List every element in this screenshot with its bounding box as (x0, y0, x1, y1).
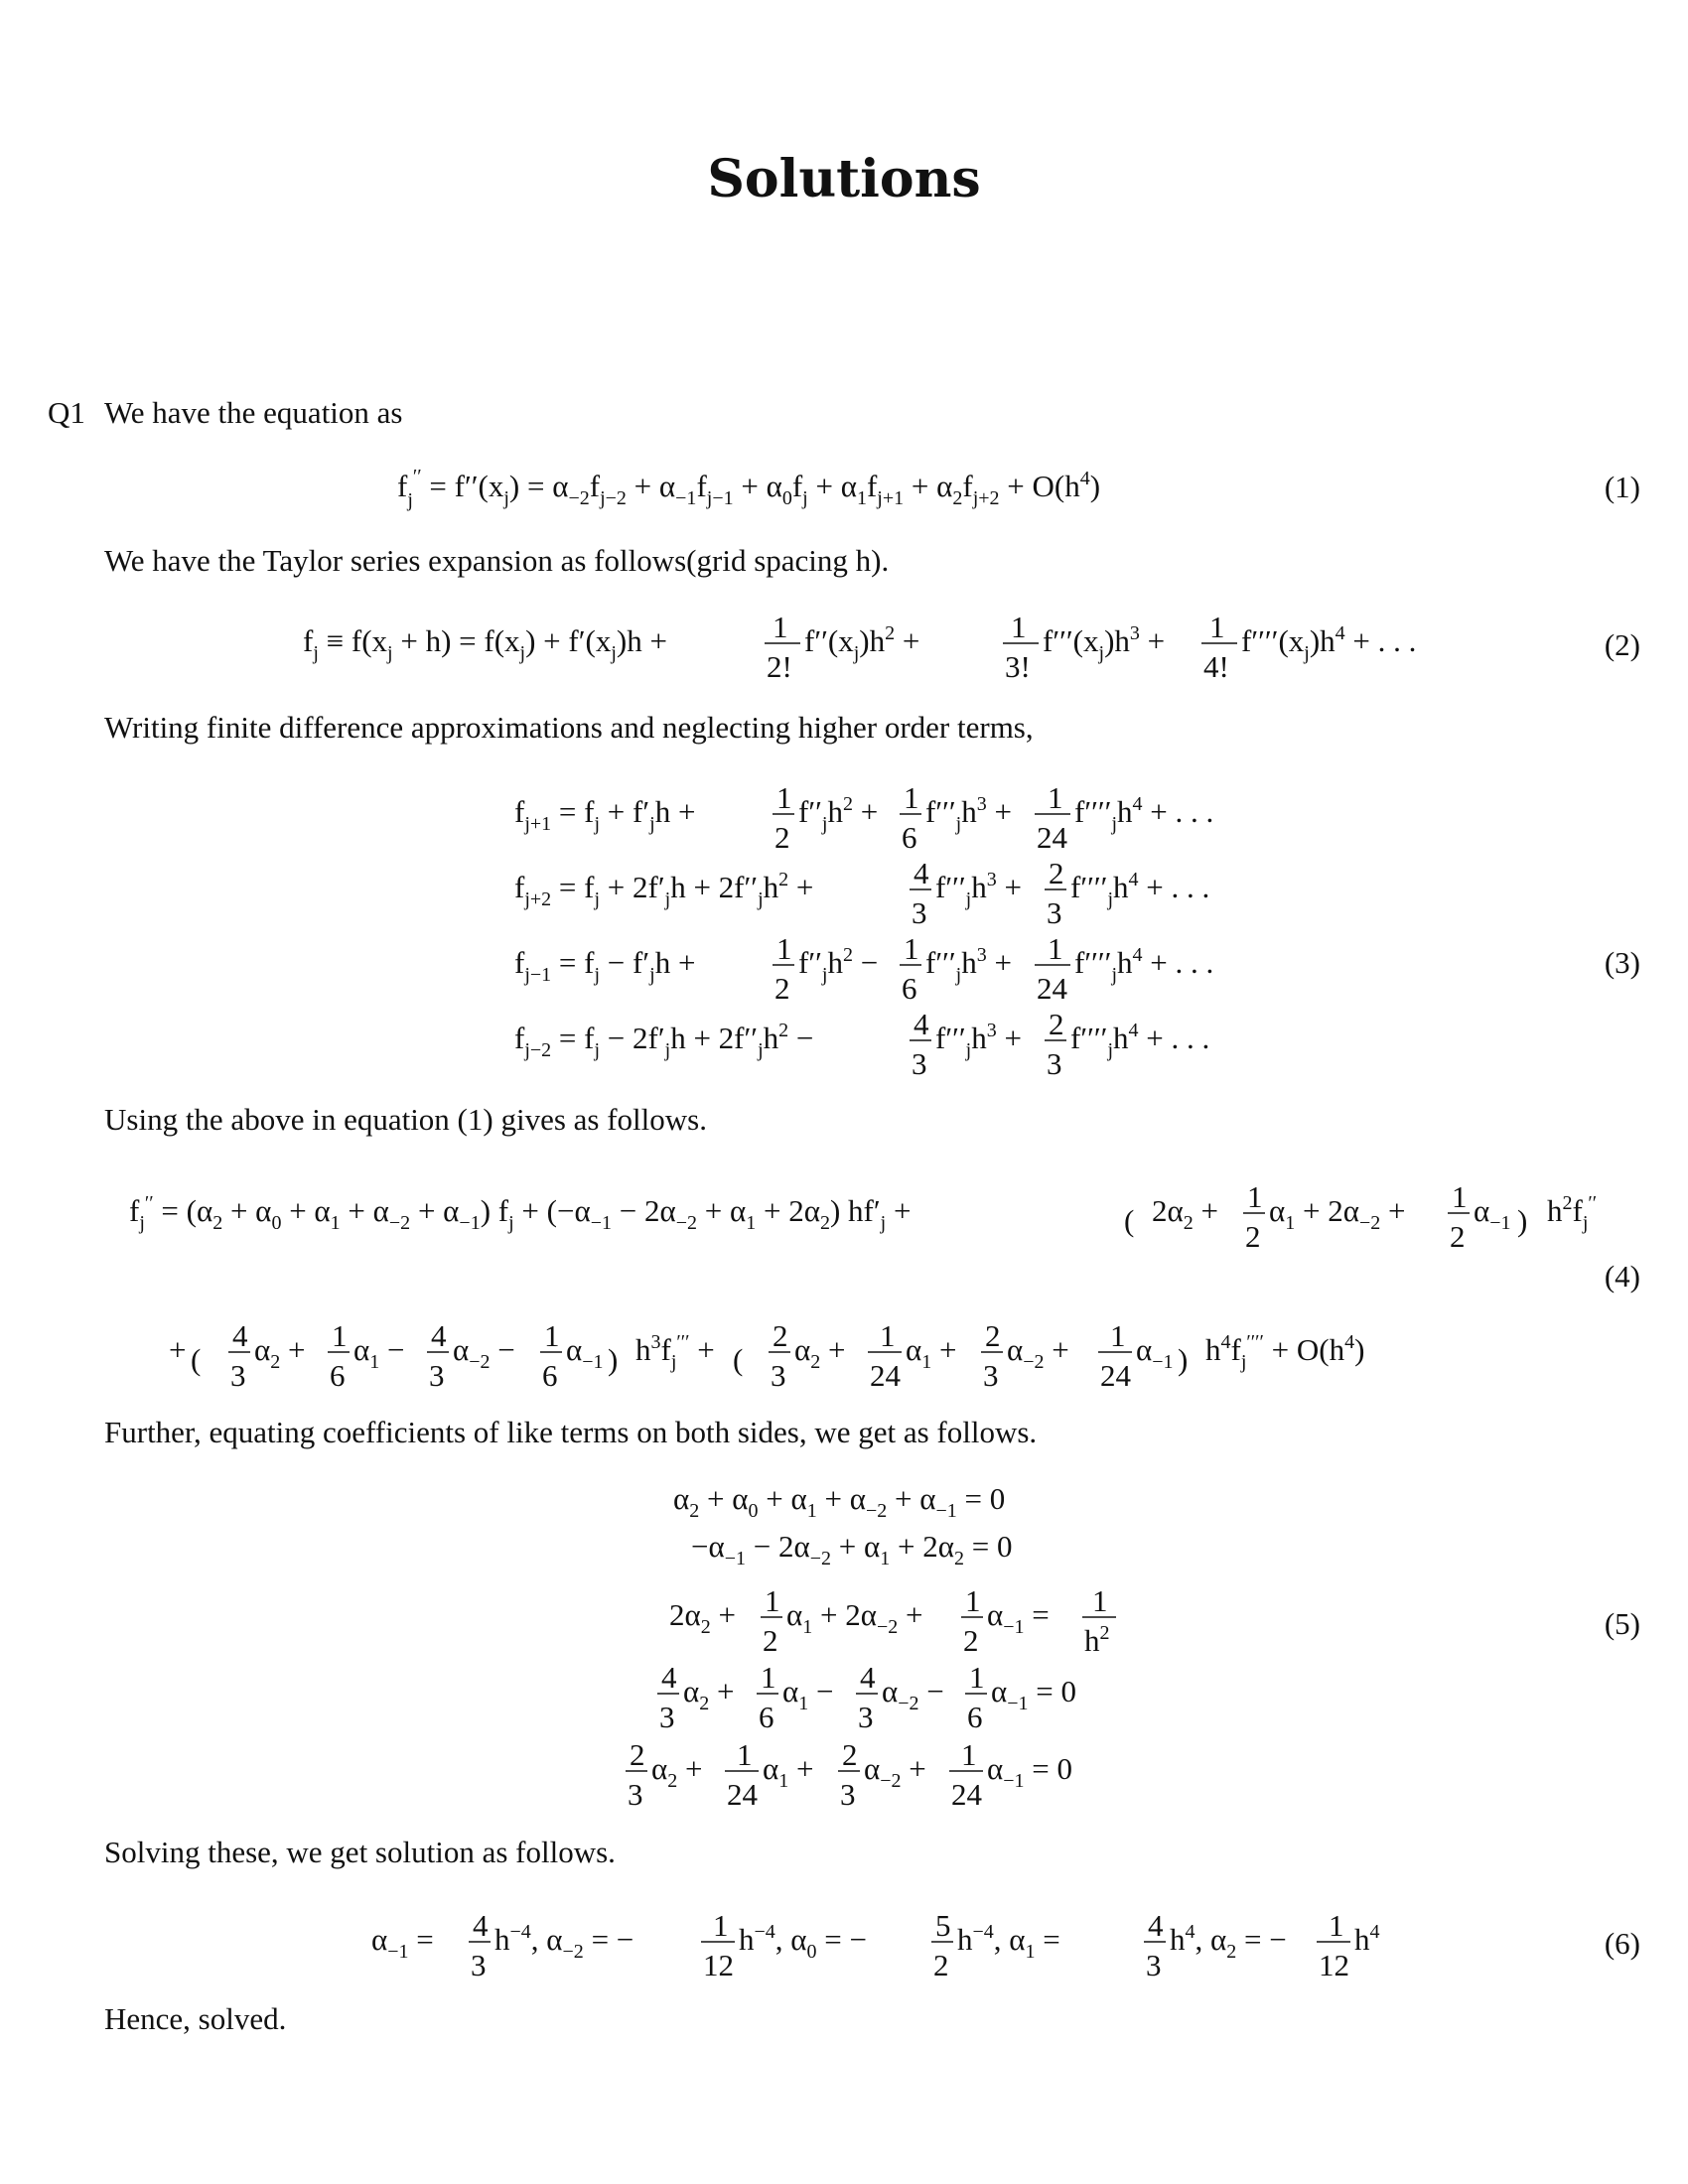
svg-text:2: 2 (763, 1623, 778, 1658)
svg-text:fj+2 = fj + 2f′jh + 2f′′jh2 +: $f_{j+2} = f_j + 2f'_jh + 2f''_jh^2$ + (514, 869, 814, 910)
svg-text:1: 1 (904, 780, 919, 815)
svg-text:): ) (608, 1342, 619, 1377)
svg-text:α2 +: $\alpha_2$ + (651, 1751, 703, 1792)
svg-text:2: 2 (842, 1737, 858, 1772)
svg-text:h2: $h^2$ (1084, 1622, 1110, 1658)
equation-6 (0, 1896, 1688, 1985)
equation-2 (0, 596, 1688, 685)
svg-text:2α2 +: $2\alpha_2$ + (669, 1597, 736, 1638)
intro-text: We have the equation as (104, 395, 403, 430)
svg-text:h2fj′′: $h^2f_j''$ (1547, 1192, 1598, 1234)
svg-text:α1 + 2α−2 +: $\alpha_1 + 2\alpha_{-2}$ + (786, 1597, 923, 1638)
svg-text:α−1: $\alpha_{-1}$ (566, 1332, 604, 1373)
svg-text:1: 1 (544, 1318, 560, 1353)
svg-text:f′′′′jh4 + . . .: $f''''_jh^4$ + . . . (1070, 869, 1210, 910)
svg-text:f′′jh2 +: $f''_jh^2$ + (798, 793, 879, 835)
svg-text:α−1 = 0: $\alpha_{-1} = 0$ (991, 1674, 1077, 1714)
svg-text:α−2 +: $\alpha_{-2}$ + (1007, 1332, 1069, 1373)
svg-text:fj−1 = fj − f′jh +: $f_{j-1} = f_j - f'_jh$ + (514, 945, 696, 986)
svg-text:1: 1 (1329, 1908, 1344, 1943)
using-intro-text: Using the above in equation (1) gives as follows. (104, 1102, 707, 1137)
svg-text:α−1 =: $\alpha_{-1}$ = (987, 1597, 1050, 1638)
svg-text:(: ( (733, 1342, 744, 1377)
svg-text:fj′′ = f′′(xj) = α−2fj−2 + α−1: $f_j'' = f''(x_j) = \alpha_{-2}f_{j-2} + \alpha_{-1}f_{j-1} + \alpha_0f_j + \alpha_1f_{j+1} + \alpha_2f_{j+2} + O(h^4)$ (397, 466, 1101, 511)
svg-text:4: 4 (473, 1908, 489, 1943)
svg-text:fj′′ = (α2 + α0 + α1 + α−2 + α: $f_j'' = (\alpha_2 + \alpha_0 + \alpha_1 + \alpha_{-2} + \alpha_{-1}) f_j + (-\alpha_{-1} - 2\alpha_{-2} + \alpha_1 + 2\alpha_2) hf'_j$ + (129, 1192, 912, 1234)
svg-text:3: 3 (983, 1358, 999, 1393)
equating-intro-text: Further, equating coefficients of like terms on both sides, we get as follows. (104, 1415, 1038, 1449)
svg-text:f′′jh2 −: $f''_jh^2$ − (798, 944, 879, 986)
equation-5-row-5 (626, 1737, 1072, 1812)
svg-text:3: 3 (429, 1358, 445, 1393)
svg-text:3: 3 (471, 1948, 487, 1982)
svg-text:α−2 −: $\alpha_{-2}$ − (882, 1674, 944, 1714)
svg-text:α1 + 2α−2 +: $\alpha_1 + 2\alpha_{-2}$ + (1269, 1193, 1406, 1234)
equation-5-row-3 (669, 1583, 1116, 1658)
svg-text:1: 1 (961, 1737, 977, 1772)
svg-text:α2 + α0 + α1 + α−2 + α−1 = 0: $\alpha_2 + \alpha_0 + \alpha_1 + \alpha_{-2} + \alpha_{-1} = 0$ (673, 1481, 1006, 1522)
svg-text:3: 3 (230, 1358, 246, 1393)
svg-text:2: 2 (985, 1318, 1001, 1353)
svg-text:f′′′′jh4 + . . .: $f''''_jh^4$ + . . . (1074, 944, 1214, 986)
svg-text:(: ( (1124, 1203, 1135, 1238)
svg-text:6: 6 (542, 1358, 558, 1393)
svg-text:f′′′jh3 +: $f'''_jh^3$ + (925, 944, 1012, 986)
svg-text:1: 1 (1110, 1318, 1126, 1353)
svg-text:fj−2 = fj − 2f′jh + 2f′′jh2 −: $f_{j-2} = f_j - 2f'_jh + 2f''_jh^2$ − (514, 1020, 814, 1061)
svg-text:(: ( (191, 1342, 202, 1377)
taylor-intro-text: We have the Taylor series expansion as follows(grid spacing h). (104, 543, 890, 578)
svg-text:2: 2 (774, 971, 790, 1006)
svg-text:4: 4 (914, 1007, 929, 1041)
svg-text:α−1 = 0: $\alpha_{-1} = 0$ (987, 1751, 1073, 1792)
svg-text:α−2 +: $\alpha_{-2}$ + (864, 1751, 926, 1792)
svg-text:f′′(xj)h2 +: $f''(x_j)h^2$ + (804, 622, 920, 664)
question-label: Q1 (48, 395, 85, 430)
svg-text:3: 3 (858, 1700, 874, 1734)
equation-4 (0, 1161, 1688, 1410)
svg-text:5: 5 (935, 1908, 951, 1943)
equation-3-row-1 (514, 780, 1213, 855)
equation-5 (0, 1469, 1688, 1827)
svg-text:−α−1 − 2α−2 + α1 + 2α2 = 0: $-\alpha_{-1} - 2\alpha_{-2} + \alpha_1 + 2\alpha_2 = 0$ (691, 1529, 1013, 1570)
svg-text:1: 1 (1011, 610, 1027, 644)
svg-text:2α2 +: $2\alpha_2$ + (1152, 1193, 1218, 1234)
svg-text:6: 6 (330, 1358, 346, 1393)
svg-text:24: 24 (870, 1358, 901, 1393)
equation-number-3: (3) (1604, 945, 1640, 980)
equation-4-line-2 (169, 1318, 1364, 1393)
equation-number-1: (1) (1604, 470, 1640, 504)
svg-text:h4: $h^4$ (1354, 1921, 1380, 1957)
equation-5-row-1 (673, 1481, 1005, 1522)
svg-text:fj ≡ f(xj + h) = f(xj) + f′(xj: $f_j \equiv f(x_j + h) = f(x_j) + f'(x_j)h$ + (303, 623, 667, 664)
equation-3-row-3 (514, 931, 1213, 1006)
svg-text:2: 2 (630, 1737, 645, 1772)
svg-text:12: 12 (703, 1948, 734, 1982)
svg-text:24: 24 (1037, 971, 1067, 1006)
equation-3 (0, 764, 1688, 1081)
svg-text:24: 24 (951, 1777, 982, 1812)
svg-text:2: 2 (1245, 1219, 1261, 1254)
svg-text:3: 3 (840, 1777, 856, 1812)
svg-text:f′′′′(xj)h4 + . . .: $f''''(x_j)h^4$ + . . . (1241, 622, 1417, 664)
solving-intro-text: Solving these, we get solution as follows. (104, 1835, 616, 1869)
svg-text:1: 1 (737, 1737, 753, 1772)
svg-text:2: 2 (774, 820, 790, 855)
equation-5-row-4 (657, 1660, 1076, 1734)
svg-text:1: 1 (1048, 931, 1063, 966)
svg-text:f′′′jh3 +: $f'''_jh^3$ + (935, 1020, 1022, 1061)
svg-text:h3fj′′′ +: $h^3f_j'''$ + (635, 1331, 715, 1373)
svg-text:1: 1 (1209, 610, 1225, 644)
svg-text:α2 +: $\alpha_2$ + (254, 1332, 306, 1373)
svg-text:h−4, α0 = −: $h^{-4}$, $\alpha_0$ = − (739, 1921, 867, 1963)
svg-text:α1 −: $\alpha_1$ − (353, 1332, 405, 1373)
equation-5-row-2 (691, 1529, 1012, 1570)
svg-text:2: 2 (933, 1948, 949, 1982)
equation-3-row-4 (514, 1007, 1209, 1081)
svg-text:24: 24 (1100, 1358, 1131, 1393)
svg-text:2: 2 (1450, 1219, 1466, 1254)
svg-text:3: 3 (771, 1358, 786, 1393)
svg-text:4: 4 (1148, 1908, 1164, 1943)
svg-text:1: 1 (713, 1908, 729, 1943)
equation-number-6: (6) (1604, 1926, 1640, 1961)
svg-text:24: 24 (727, 1777, 758, 1812)
svg-text:1: 1 (1452, 1179, 1468, 1214)
svg-text:1: 1 (965, 1583, 981, 1618)
svg-text:3: 3 (1146, 1948, 1162, 1982)
svg-text:): ) (1178, 1342, 1189, 1377)
equation-4-line-1 (129, 1179, 1597, 1254)
svg-text:fj+1 = fj + f′jh +: $f_{j+1} = f_j + f'_jh$ + (514, 794, 696, 835)
svg-text:2!: 2! (767, 649, 792, 684)
svg-text:1: 1 (765, 1583, 780, 1618)
svg-text:12: 12 (1319, 1948, 1349, 1982)
equation-1 (0, 457, 1688, 516)
svg-text:4: 4 (860, 1660, 876, 1695)
svg-text:f′′′(xj)h3 +: $f'''(x_j)h^3$ + (1043, 622, 1166, 664)
svg-text:α2 +: $\alpha_2$ + (683, 1674, 735, 1714)
svg-text:1: 1 (969, 1660, 985, 1695)
svg-text:1: 1 (776, 931, 792, 966)
svg-text:f′′′′jh4 + . . .: $f''''_jh^4$ + . . . (1074, 793, 1214, 835)
svg-text:1: 1 (776, 780, 792, 815)
svg-text:3: 3 (1047, 895, 1062, 930)
svg-text:3: 3 (1047, 1046, 1062, 1081)
svg-text:4: 4 (431, 1318, 447, 1353)
svg-text:h4, α2 = −: $h^4$, $\alpha_2$ = − (1170, 1921, 1287, 1963)
svg-text:f′′′jh3 +: $f'''_jh^3$ + (925, 793, 1012, 835)
svg-text:1: 1 (761, 1660, 776, 1695)
svg-text:α−1 =: $\alpha_{-1}$ = (371, 1922, 434, 1963)
svg-text:2: 2 (963, 1623, 979, 1658)
svg-text:3: 3 (912, 895, 927, 930)
svg-text:2: 2 (1049, 856, 1064, 890)
equation-number-2: (2) (1604, 627, 1640, 662)
svg-text:α−1: $\alpha_{-1}$ (1136, 1332, 1174, 1373)
svg-text:1: 1 (1092, 1583, 1108, 1618)
svg-text:6: 6 (902, 971, 917, 1006)
conclusion-text: Hence, solved. (104, 2001, 287, 2036)
svg-text:2: 2 (1049, 1007, 1064, 1041)
svg-text:3!: 3! (1005, 649, 1031, 684)
svg-text:f′′′jh3 +: $f'''_jh^3$ + (935, 869, 1022, 910)
equation-3-row-2 (514, 856, 1209, 930)
svg-text:α2 +: $\alpha_2$ + (794, 1332, 846, 1373)
svg-text:+: + (169, 1332, 187, 1367)
svg-text:4: 4 (661, 1660, 677, 1695)
equation-number-5: (5) (1604, 1606, 1640, 1641)
svg-text:6: 6 (759, 1700, 774, 1734)
svg-text:6: 6 (967, 1700, 983, 1734)
svg-text:4: 4 (232, 1318, 248, 1353)
svg-text:α−1: $\alpha_{-1}$ (1474, 1193, 1511, 1234)
svg-text:1: 1 (1048, 780, 1063, 815)
svg-text:h−4, α1 =: $h^{-4}$, $\alpha_1$ = (957, 1921, 1060, 1963)
svg-text:h−4, α−2 = −: $h^{-4}$, $\alpha_{-2}$ = − (494, 1921, 634, 1963)
svg-text:24: 24 (1037, 820, 1067, 855)
svg-text:f′′′′jh4 + . . .: $f''''_jh^4$ + . . . (1070, 1020, 1210, 1061)
svg-text:6: 6 (902, 820, 917, 855)
svg-text:2: 2 (773, 1318, 788, 1353)
svg-text:4: 4 (914, 856, 929, 890)
svg-text:3: 3 (628, 1777, 643, 1812)
equation-number-4: (4) (1604, 1259, 1640, 1294)
page-title: Solutions (707, 149, 981, 209)
svg-text:3: 3 (912, 1046, 927, 1081)
svg-text:α1 −: $\alpha_1$ − (782, 1674, 834, 1714)
svg-text:1: 1 (1247, 1179, 1263, 1214)
svg-text:1: 1 (880, 1318, 896, 1353)
svg-text:1: 1 (773, 610, 788, 644)
svg-text:h4fj′′′′ + O(h4): $h^4f_j'''' + O(h^4)$ (1205, 1331, 1365, 1373)
svg-text:α−2 −: $\alpha_{-2}$ − (453, 1332, 515, 1373)
finite-difference-intro-text: Writing finite difference approximations and neglecting higher order terms, (104, 710, 1034, 745)
svg-text:α1 +: $\alpha_1$ + (906, 1332, 957, 1373)
svg-text:α1 +: $\alpha_1$ + (763, 1751, 814, 1792)
svg-text:1: 1 (332, 1318, 348, 1353)
svg-text:3: 3 (659, 1700, 675, 1734)
svg-text:4!: 4! (1203, 649, 1229, 684)
svg-text:): ) (1517, 1203, 1528, 1238)
svg-text:1: 1 (904, 931, 919, 966)
